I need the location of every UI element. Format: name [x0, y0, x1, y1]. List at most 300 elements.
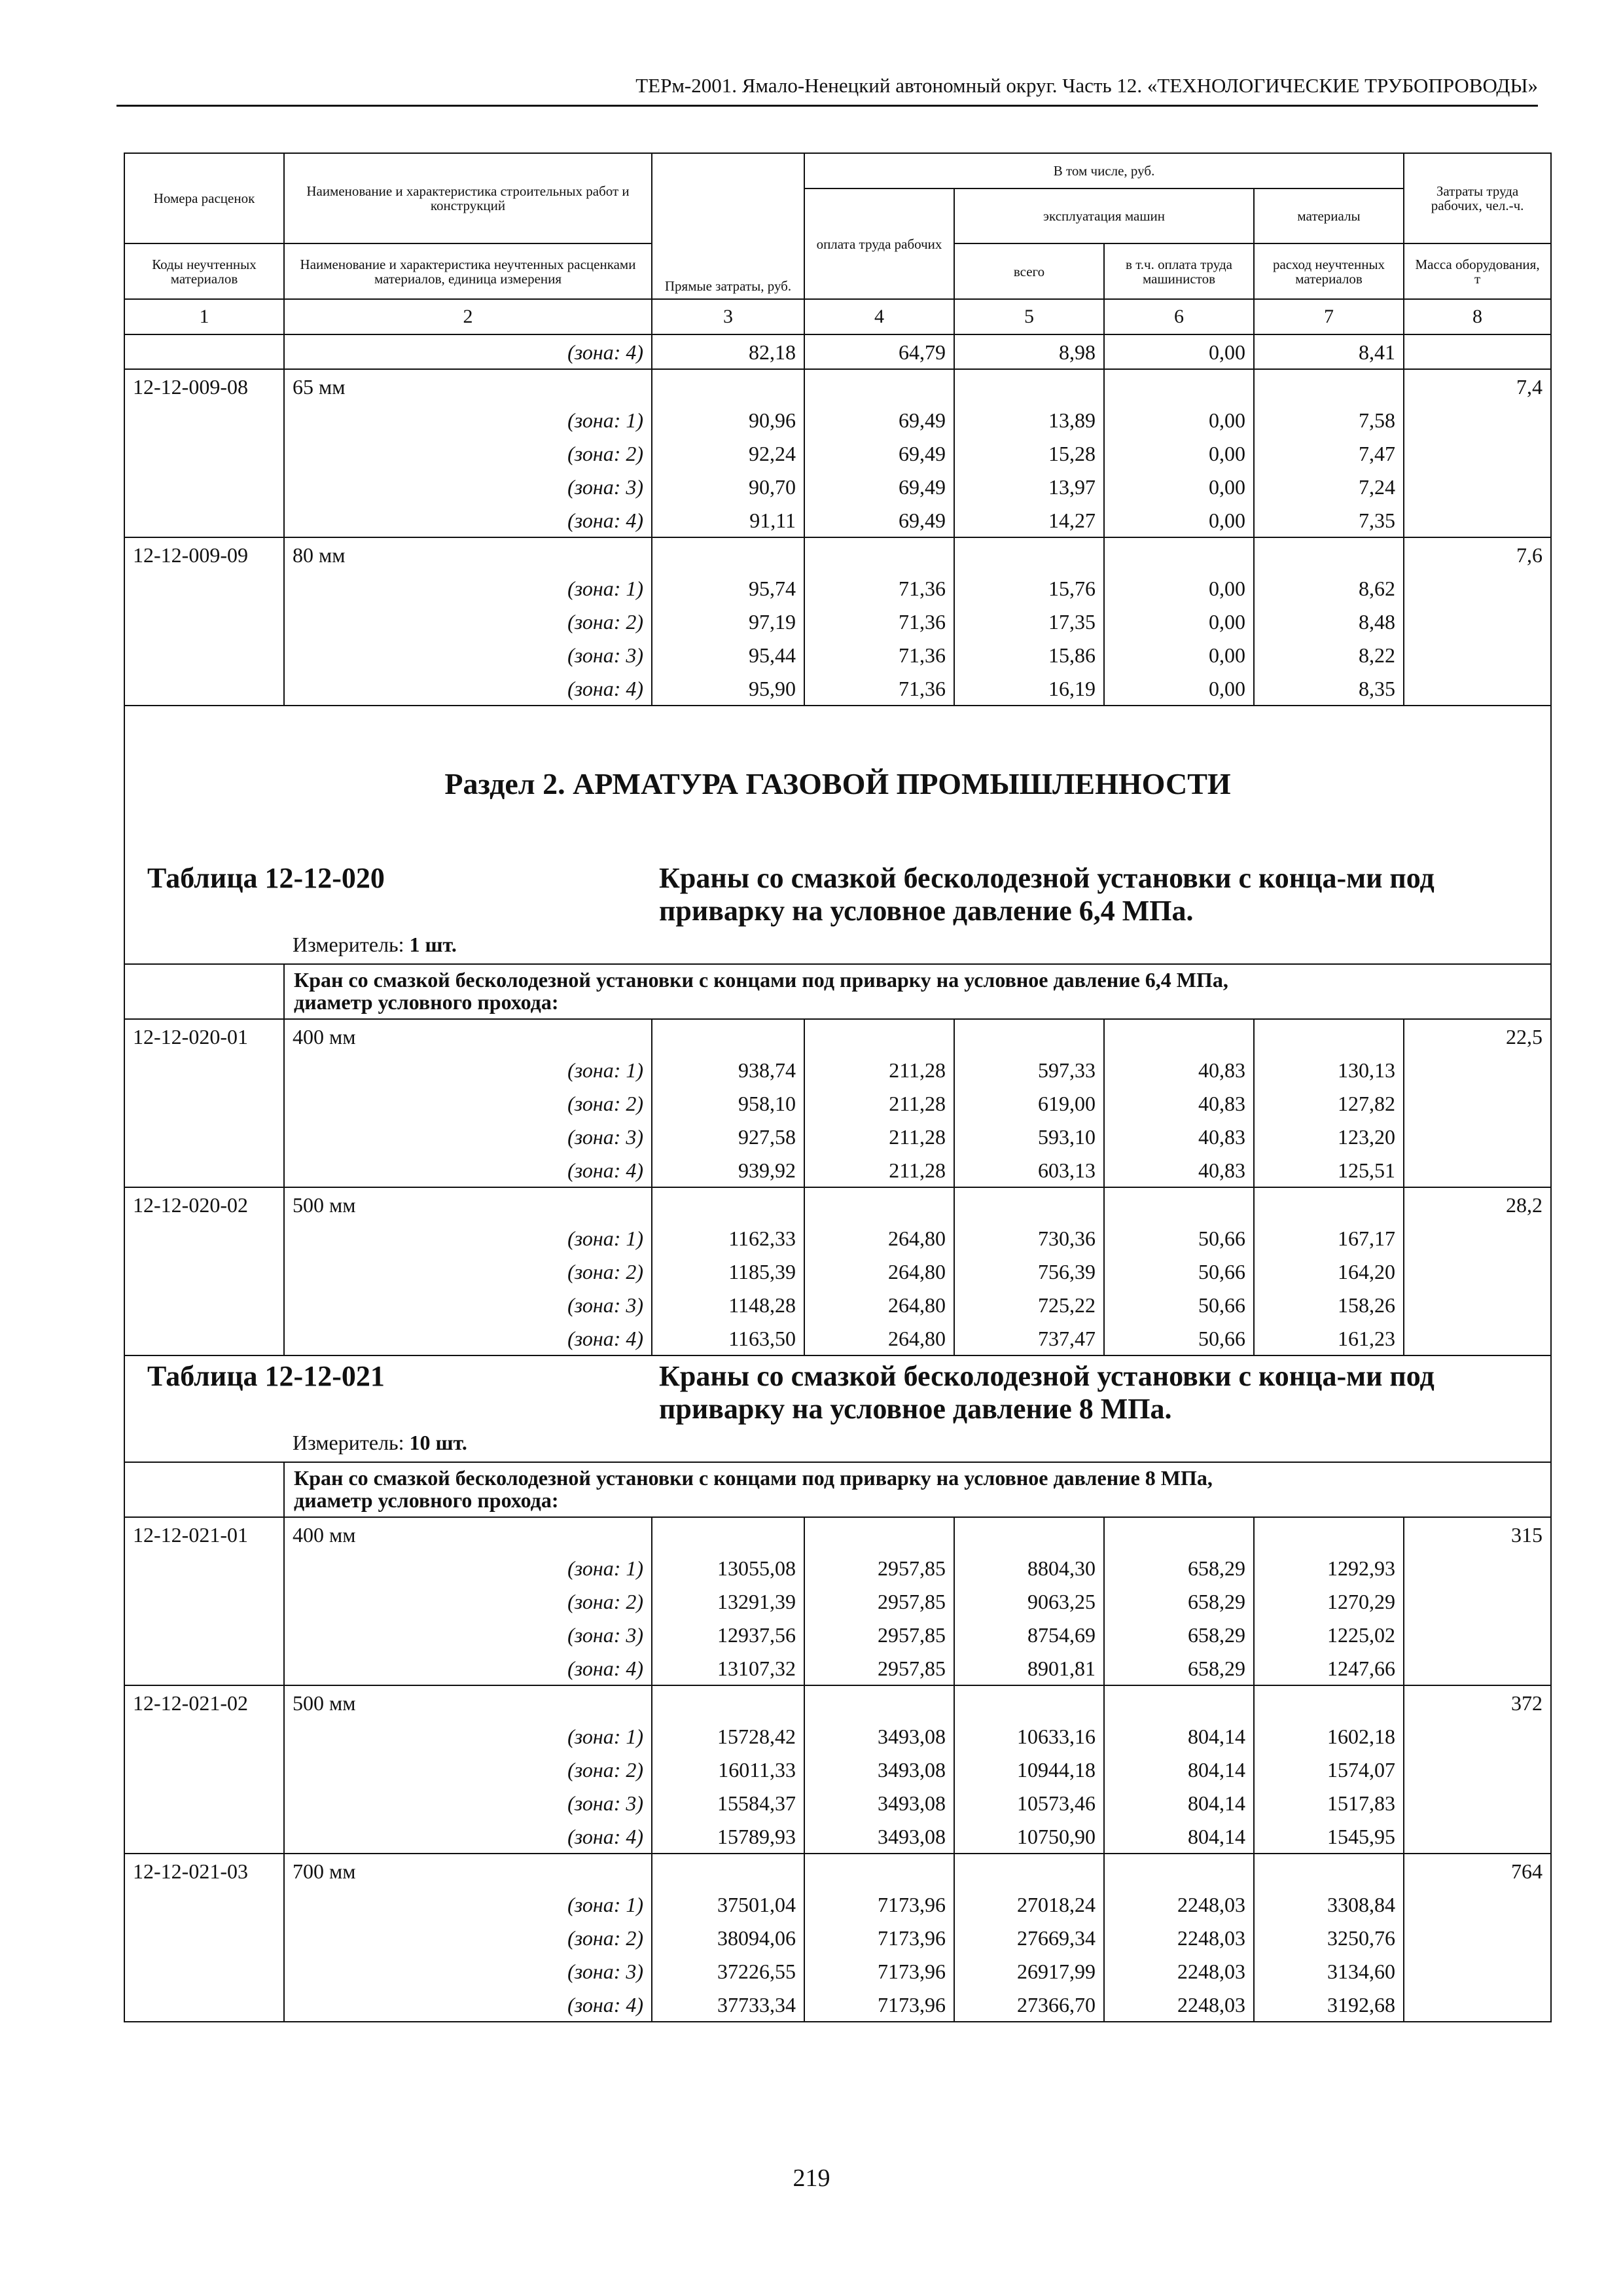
empty-cell — [652, 369, 804, 403]
empty-cell — [1404, 470, 1551, 503]
table-row — [124, 1120, 1551, 1153]
empty-cell — [124, 1719, 284, 1753]
column-number: 5 — [954, 299, 1104, 334]
rate-code: 12-12-021-01 — [124, 1517, 284, 1551]
empty-cell — [1404, 638, 1551, 672]
machinist-pay: 0,00 — [1104, 605, 1254, 638]
machines-total: 10573,46 — [954, 1786, 1104, 1820]
materials: 7,58 — [1254, 403, 1404, 437]
machinist-pay: 0,00 — [1104, 503, 1254, 537]
empty-cell — [1404, 1753, 1551, 1786]
zone-label: (зона: 1) — [284, 1053, 652, 1086]
labor-pay: 211,28 — [804, 1086, 954, 1120]
labor-cost: 315 — [1404, 1517, 1551, 1551]
machinist-pay: 50,66 — [1104, 1321, 1254, 1355]
zone-label: (зона: 4) — [284, 503, 652, 537]
materials: 1574,07 — [1254, 1753, 1404, 1786]
empty-cell — [652, 1854, 804, 1888]
table-row — [124, 1053, 1551, 1086]
labor-pay: 69,49 — [804, 437, 954, 470]
machinist-pay: 0,00 — [1104, 672, 1254, 706]
materials: 161,23 — [1254, 1321, 1404, 1355]
column-number: 8 — [1404, 299, 1551, 334]
direct-costs: 938,74 — [652, 1053, 804, 1086]
materials: 8,62 — [1254, 571, 1404, 605]
direct-costs: 1162,33 — [652, 1221, 804, 1255]
meter — [125, 1426, 1550, 1462]
machinist-pay: 0,00 — [1104, 403, 1254, 437]
empty-cell — [1404, 1288, 1551, 1321]
rates-table — [124, 152, 1552, 2022]
machinist-pay: 2248,03 — [1104, 1988, 1254, 2022]
machines-total: 8754,69 — [954, 1618, 1104, 1651]
table-intro-row — [124, 964, 1551, 1019]
zone-label: (зона: 4) — [284, 672, 652, 706]
labor-pay: 69,49 — [804, 470, 954, 503]
rate-code: 12-12-021-02 — [124, 1685, 284, 1719]
machines-total: 593,10 — [954, 1120, 1104, 1153]
empty-cell — [804, 1685, 954, 1719]
zone-label: (зона: 1) — [284, 1888, 652, 1921]
labor-pay: 3493,08 — [804, 1719, 954, 1753]
empty-cell — [804, 1517, 954, 1551]
empty-cell — [124, 1618, 284, 1651]
zone-label: (зона: 3) — [284, 1288, 652, 1321]
direct-costs: 1163,50 — [652, 1321, 804, 1355]
labor-cost: 372 — [1404, 1685, 1551, 1719]
empty-cell — [124, 1462, 284, 1517]
empty-cell — [1404, 1651, 1551, 1685]
machinist-pay: 2248,03 — [1104, 1888, 1254, 1921]
machines-total: 14,27 — [954, 503, 1104, 537]
labor-pay: 71,36 — [804, 605, 954, 638]
machinist-pay: 658,29 — [1104, 1651, 1254, 1685]
header-col6: в т.ч. оплата труда машинистов — [1104, 243, 1254, 299]
machinist-pay: 50,66 — [1104, 1288, 1254, 1321]
labor-pay: 64,79 — [804, 334, 954, 369]
machines-total: 8901,81 — [954, 1651, 1104, 1685]
labor-pay: 264,80 — [804, 1255, 954, 1288]
direct-costs: 95,74 — [652, 571, 804, 605]
labor-pay: 71,36 — [804, 571, 954, 605]
materials: 1292,93 — [1254, 1551, 1404, 1585]
empty-cell — [652, 1187, 804, 1221]
table-row — [124, 1255, 1551, 1288]
table-row — [124, 1551, 1551, 1585]
empty-cell — [804, 537, 954, 571]
machinist-pay: 658,29 — [1104, 1585, 1254, 1618]
page-number: 219 — [793, 2164, 830, 2192]
table-title: Краны со смазкой бесколодезной установки с конца-ми под приварку на условное давление 8 МПа. — [659, 1360, 1435, 1425]
table-row — [124, 1921, 1551, 1954]
materials: 123,20 — [1254, 1120, 1404, 1153]
empty-cell — [1254, 1685, 1404, 1719]
materials: 1225,02 — [1254, 1618, 1404, 1651]
empty-cell — [124, 672, 284, 706]
labor-pay: 69,49 — [804, 503, 954, 537]
empty-cell — [124, 1988, 284, 2022]
table-row — [124, 1321, 1551, 1355]
machines-total: 27366,70 — [954, 1988, 1104, 2022]
empty-cell — [124, 334, 284, 369]
empty-cell — [124, 503, 284, 537]
table-row — [124, 1753, 1551, 1786]
machines-total: 8,98 — [954, 334, 1104, 369]
empty-cell — [124, 1651, 284, 1685]
direct-costs: 1185,39 — [652, 1255, 804, 1288]
meter-label: Измеритель: — [293, 933, 404, 956]
column-numbers-row — [124, 299, 1551, 334]
table-intro — [284, 964, 1551, 1019]
direct-costs: 939,92 — [652, 1153, 804, 1187]
table-row — [124, 638, 1551, 672]
empty-cell — [124, 1255, 284, 1288]
empty-cell — [1104, 1187, 1254, 1221]
table-row — [124, 1221, 1551, 1255]
empty-cell — [1254, 369, 1404, 403]
machinist-pay: 40,83 — [1104, 1053, 1254, 1086]
empty-cell — [124, 1753, 284, 1786]
machines-total: 10750,90 — [954, 1820, 1104, 1854]
direct-costs: 12937,56 — [652, 1618, 804, 1651]
empty-cell — [804, 1019, 954, 1053]
direct-costs: 82,18 — [652, 334, 804, 369]
empty-cell — [1404, 1921, 1551, 1954]
table-row — [124, 1719, 1551, 1753]
machinist-pay: 50,66 — [1104, 1255, 1254, 1288]
labor-cost: 28,2 — [1404, 1187, 1551, 1221]
empty-cell — [1104, 1854, 1254, 1888]
labor-pay: 264,80 — [804, 1288, 954, 1321]
machines-total: 15,76 — [954, 571, 1104, 605]
zone-label: (зона: 3) — [284, 1120, 652, 1153]
running-header: ТЕРм-2001. Ямало-Ненецкий автономный округ. Часть 12. «ТЕХНОЛОГИЧЕСКИЕ ТРУБОПРОВОДЫ» — [116, 71, 1538, 107]
empty-cell — [1104, 1019, 1254, 1053]
table-row — [124, 1786, 1551, 1820]
machines-total: 8804,30 — [954, 1551, 1104, 1585]
meter-label: Измеритель: — [293, 1431, 404, 1454]
empty-cell — [652, 1019, 804, 1053]
empty-cell — [124, 571, 284, 605]
empty-cell — [1404, 1321, 1551, 1355]
header-col4: оплата труда рабочих — [804, 188, 954, 299]
table-row — [124, 605, 1551, 638]
table-row — [124, 1854, 1551, 1888]
zone-label: (зона: 4) — [284, 334, 652, 369]
materials: 7,24 — [1254, 470, 1404, 503]
zone-label: (зона: 4) — [284, 1321, 652, 1355]
table-row — [124, 1820, 1551, 1854]
empty-cell — [124, 1585, 284, 1618]
materials: 164,20 — [1254, 1255, 1404, 1288]
table_021-heading — [124, 1355, 1551, 1462]
header-machines: эксплуатация машин — [954, 188, 1254, 243]
table-heading — [125, 1356, 1550, 1426]
machinist-pay: 804,14 — [1104, 1753, 1254, 1786]
zone-label: (зона: 2) — [284, 1086, 652, 1120]
empty-cell — [954, 369, 1104, 403]
direct-costs: 95,44 — [652, 638, 804, 672]
table-row — [124, 1988, 1551, 2022]
empty-cell — [1404, 1551, 1551, 1585]
labor-cost: 7,4 — [1404, 369, 1551, 403]
labor-cost: 764 — [1404, 1854, 1551, 1888]
machines-total: 10633,16 — [954, 1719, 1104, 1753]
machinist-pay: 40,83 — [1104, 1153, 1254, 1187]
intro-line: Кран со смазкой бесколодезной установки с концами под приварку на условное давление 8 МПа, — [294, 1466, 1213, 1490]
materials: 130,13 — [1254, 1053, 1404, 1086]
column-number: 7 — [1254, 299, 1404, 334]
header-col8-top: Затраты труда рабочих, чел.-ч. — [1404, 153, 1551, 243]
labor-pay: 3493,08 — [804, 1786, 954, 1820]
empty-cell — [1104, 1685, 1254, 1719]
machinist-pay: 804,14 — [1104, 1820, 1254, 1854]
direct-costs: 90,70 — [652, 470, 804, 503]
materials: 3192,68 — [1254, 1988, 1404, 2022]
empty-cell — [652, 537, 804, 571]
labor-pay: 2957,85 — [804, 1551, 954, 1585]
zone-label: (зона: 4) — [284, 1153, 652, 1187]
empty-cell — [1404, 1786, 1551, 1820]
table-row — [124, 1888, 1551, 1921]
materials: 1270,29 — [1254, 1585, 1404, 1618]
table-row — [124, 1517, 1551, 1551]
machines-total: 730,36 — [954, 1221, 1104, 1255]
intro-line: Кран со смазкой бесколодезной установки с концами под приварку на условное давление 6,4 МПа, — [294, 968, 1228, 992]
empty-cell — [124, 1288, 284, 1321]
empty-cell — [124, 1321, 284, 1355]
machinist-pay: 0,00 — [1104, 571, 1254, 605]
rate-code: 12-12-021-03 — [124, 1854, 284, 1888]
direct-costs: 37733,34 — [652, 1988, 804, 2022]
direct-costs: 15789,93 — [652, 1820, 804, 1854]
meter — [125, 927, 1550, 963]
rate-code: 12-12-009-09 — [124, 537, 284, 571]
empty-cell — [804, 1187, 954, 1221]
zone-label: (зона: 2) — [284, 1753, 652, 1786]
materials: 158,26 — [1254, 1288, 1404, 1321]
item-name: 65 мм — [284, 369, 652, 403]
zone-label: (зона: 1) — [284, 1221, 652, 1255]
table-intro-row — [124, 1462, 1551, 1517]
table-row — [124, 1187, 1551, 1221]
empty-cell — [124, 1888, 284, 1921]
table_020-heading-row — [124, 706, 1551, 964]
intro-line: диаметр условного прохода: — [294, 1488, 559, 1512]
direct-costs: 13107,32 — [652, 1651, 804, 1685]
empty-cell — [652, 1685, 804, 1719]
machinist-pay: 0,00 — [1104, 638, 1254, 672]
machines-total: 597,33 — [954, 1053, 1104, 1086]
table-title: Краны со смазкой бесколодезной установки с конца-ми под приварку на условное давление 6,4 МПа. — [659, 862, 1435, 927]
machinist-pay: 2248,03 — [1104, 1921, 1254, 1954]
labor-pay: 264,80 — [804, 1321, 954, 1355]
empty-cell — [1254, 537, 1404, 571]
empty-cell — [1404, 437, 1551, 470]
machinist-pay: 804,14 — [1104, 1719, 1254, 1753]
empty-cell — [124, 964, 284, 1019]
machinist-pay: 2248,03 — [1104, 1954, 1254, 1988]
item-name: 400 мм — [284, 1019, 652, 1053]
empty-cell — [954, 1517, 1104, 1551]
labor-pay: 264,80 — [804, 1221, 954, 1255]
materials: 1247,66 — [1254, 1651, 1404, 1685]
zone-label: (зона: 2) — [284, 1585, 652, 1618]
direct-costs: 1148,28 — [652, 1288, 804, 1321]
table-row — [124, 403, 1551, 437]
machinist-pay: 0,00 — [1104, 437, 1254, 470]
empty-cell — [652, 1517, 804, 1551]
direct-costs: 958,10 — [652, 1086, 804, 1120]
table-row — [124, 470, 1551, 503]
materials: 3308,84 — [1254, 1888, 1404, 1921]
direct-costs: 37501,04 — [652, 1888, 804, 1921]
empty-cell — [1404, 1053, 1551, 1086]
empty-cell — [124, 1551, 284, 1585]
machines-total: 756,39 — [954, 1255, 1104, 1288]
machinist-pay: 804,14 — [1104, 1786, 1254, 1820]
labor-pay: 2957,85 — [804, 1585, 954, 1618]
zone-label: (зона: 1) — [284, 1719, 652, 1753]
materials: 1602,18 — [1254, 1719, 1404, 1753]
empty-cell — [124, 437, 284, 470]
machines-total: 737,47 — [954, 1321, 1104, 1355]
header-col7: расход неучтенных материалов — [1254, 243, 1404, 299]
empty-cell — [1404, 605, 1551, 638]
machines-total: 15,28 — [954, 437, 1104, 470]
materials: 8,22 — [1254, 638, 1404, 672]
rate-code: 12-12-020-01 — [124, 1019, 284, 1053]
empty-cell — [1104, 369, 1254, 403]
table-row — [124, 672, 1551, 706]
table-heading — [125, 858, 1550, 927]
materials: 8,41 — [1254, 334, 1404, 369]
zone-label: (зона: 3) — [284, 1786, 652, 1820]
header-materials: материалы — [1254, 188, 1404, 243]
machines-total: 725,22 — [954, 1288, 1104, 1321]
labor-pay: 2957,85 — [804, 1651, 954, 1685]
machines-total: 17,35 — [954, 605, 1104, 638]
empty-cell — [124, 1120, 284, 1153]
machinist-pay: 40,83 — [1104, 1120, 1254, 1153]
direct-costs: 97,19 — [652, 605, 804, 638]
zone-label: (зона: 1) — [284, 571, 652, 605]
machines-total: 9063,25 — [954, 1585, 1104, 1618]
empty-cell — [124, 1086, 284, 1120]
empty-cell — [1404, 1719, 1551, 1753]
materials: 3250,76 — [1254, 1921, 1404, 1954]
header-col8-bottom: Масса оборудования, т — [1404, 243, 1551, 299]
item-name: 80 мм — [284, 537, 652, 571]
empty-cell — [1254, 1019, 1404, 1053]
empty-cell — [1404, 403, 1551, 437]
empty-cell — [1404, 1221, 1551, 1255]
table_021-heading-row — [124, 1355, 1551, 1462]
empty-cell — [1254, 1517, 1404, 1551]
table-row — [124, 1651, 1551, 1685]
empty-cell — [1404, 1988, 1551, 2022]
zone-label: (зона: 3) — [284, 638, 652, 672]
zone-label: (зона: 1) — [284, 1551, 652, 1585]
table-row — [124, 1685, 1551, 1719]
empty-cell — [1404, 334, 1551, 369]
labor-pay: 2957,85 — [804, 1618, 954, 1651]
labor-cost: 22,5 — [1404, 1019, 1551, 1053]
meter-value: 1 шт. — [409, 933, 457, 956]
labor-pay: 71,36 — [804, 638, 954, 672]
direct-costs: 37226,55 — [652, 1954, 804, 1988]
item-name: 500 мм — [284, 1187, 652, 1221]
empty-cell — [954, 1187, 1104, 1221]
table-intro — [284, 1462, 1551, 1517]
empty-cell — [1254, 1187, 1404, 1221]
zone-label: (зона: 2) — [284, 1255, 652, 1288]
direct-costs: 16011,33 — [652, 1753, 804, 1786]
table-row — [124, 503, 1551, 537]
direct-costs: 92,24 — [652, 437, 804, 470]
machines-total: 13,89 — [954, 403, 1104, 437]
empty-cell — [954, 1019, 1104, 1053]
table-row — [124, 1019, 1551, 1053]
header-col2-top: Наименование и характеристика строительных работ и конструкций — [284, 153, 652, 243]
item-name: 700 мм — [284, 1854, 652, 1888]
empty-cell — [124, 1954, 284, 1988]
empty-cell — [1404, 1153, 1551, 1187]
empty-cell — [1104, 537, 1254, 571]
direct-costs: 13291,39 — [652, 1585, 804, 1618]
labor-cost: 7,6 — [1404, 537, 1551, 571]
empty-cell — [124, 470, 284, 503]
direct-costs: 91,11 — [652, 503, 804, 537]
materials: 7,35 — [1254, 503, 1404, 537]
empty-cell — [1404, 1120, 1551, 1153]
header-col3: Прямые затраты, руб. — [652, 153, 804, 299]
table-row — [124, 334, 1551, 369]
item-name: 500 мм — [284, 1685, 652, 1719]
empty-cell — [1404, 571, 1551, 605]
materials: 1517,83 — [1254, 1786, 1404, 1820]
direct-costs: 15728,42 — [652, 1719, 804, 1753]
zone-label: (зона: 3) — [284, 1618, 652, 1651]
machines-total: 619,00 — [954, 1086, 1104, 1120]
section-title: Раздел 2. АРМАТУРА ГАЗОВОЙ ПРОМЫШЛЕННОСТИ — [444, 767, 1231, 800]
table-row — [124, 1288, 1551, 1321]
direct-costs: 38094,06 — [652, 1921, 804, 1954]
machinist-pay: 50,66 — [1104, 1221, 1254, 1255]
machines-total: 15,86 — [954, 638, 1104, 672]
materials: 8,48 — [1254, 605, 1404, 638]
empty-cell — [124, 605, 284, 638]
direct-costs: 927,58 — [652, 1120, 804, 1153]
header-incl: В том числе, руб. — [804, 153, 1404, 188]
zone-label: (зона: 2) — [284, 1921, 652, 1954]
column-number: 1 — [124, 299, 284, 334]
zone-label: (зона: 2) — [284, 605, 652, 638]
table-row — [124, 1954, 1551, 1988]
column-number: 2 — [284, 299, 652, 334]
empty-cell — [124, 1921, 284, 1954]
empty-cell — [954, 1854, 1104, 1888]
empty-cell — [1404, 1954, 1551, 1988]
empty-cell — [124, 1820, 284, 1854]
labor-pay: 7173,96 — [804, 1921, 954, 1954]
empty-cell — [124, 1786, 284, 1820]
table-row — [124, 1086, 1551, 1120]
table-row — [124, 1153, 1551, 1187]
zone-label: (зона: 3) — [284, 1954, 652, 1988]
empty-cell — [1404, 1585, 1551, 1618]
labor-pay: 211,28 — [804, 1153, 954, 1187]
